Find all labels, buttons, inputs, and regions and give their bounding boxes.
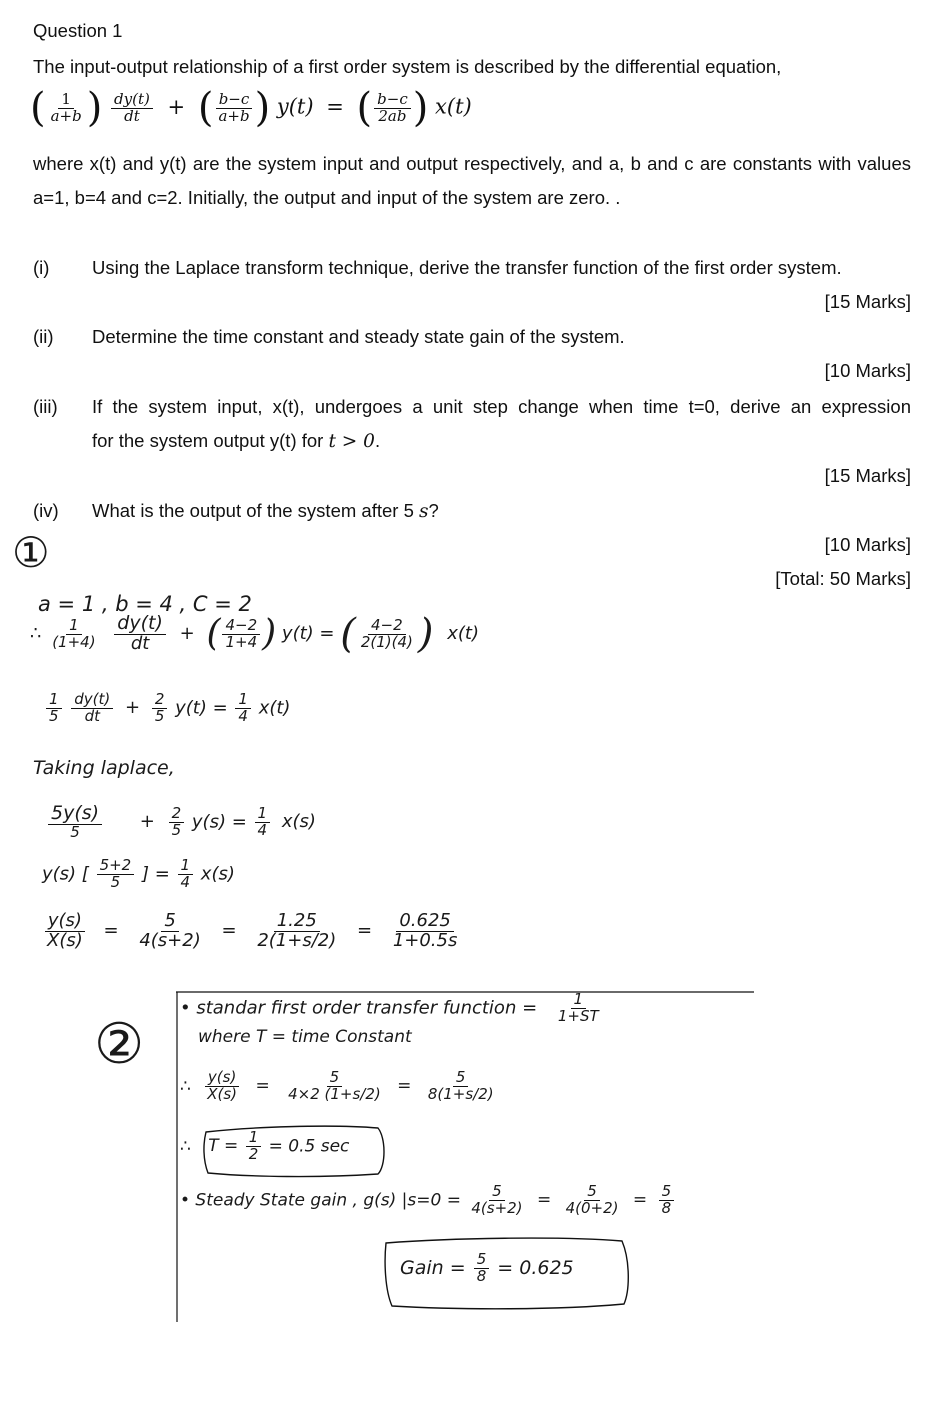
part-number: (ii) (33, 326, 54, 347)
total-marks: [Total: 50 Marks] (775, 568, 911, 589)
part-marks: [15 Marks] (824, 291, 911, 312)
steady-state-gain-line: • Steady State gain , g(s) |s=0 = $\frac{5}{4(s+2)}$ = $\frac{5}{4(0+2)}$ = $\frac{5}{8}$ (180, 1184, 676, 1217)
simplified-equation: $\frac{1}{5}$ $\frac{dy(t)}{dt}$ + $\frac{2}{5}$ y(t) = $\frac{1}{4}$ x(t) (44, 692, 290, 725)
taking-laplace: Taking laplace, (33, 757, 175, 779)
gain-result: Gain = $\frac{5}{8}$ = 0.625 (400, 1250, 574, 1285)
fraction: $\frac{b-c}{2ab}$ (374, 92, 411, 125)
part-number: (iv) (33, 500, 59, 521)
constants-line: a = 1 , b = 4 , C = 2 (38, 592, 252, 616)
fraction: $\frac{1}{a+b}$ (50, 89, 82, 125)
laplace-equation: $\frac{5y(s)}{5}$ + $\frac{2}{5}$ y(s) = $\frac{1}{4}$ x(s) (46, 804, 316, 841)
solution-label-ii: ② (94, 1012, 145, 1077)
factored-equation: y(s) [ $\frac{5+2}{5}$ ] = $\frac{1}{4}$ x(s) (42, 856, 235, 891)
part-text: If the system input, x(t), undergoes a unit step change when time t=0, derive an expression (92, 396, 911, 417)
part-marks: [15 Marks] (824, 465, 911, 486)
part-number: (i) (33, 257, 50, 278)
gain-box (385, 1238, 628, 1309)
differential-equation: ( $\frac{1}{a+b}$ ) $\frac{dy(t)}{dt}$ + ( $\frac{b-c}{a+b}$ ) y(t) = ( $\frac{b-c}{2ab}$ ) x(t) (30, 85, 472, 131)
transfer-function-derivation: $\frac{y(s)}{X(s)}$ = $\frac{5}{4(s+2)}$ = $\frac{1.25}{2(1+s/2)}$ = $\frac{0.625}{1+0.5s}$ (42, 912, 462, 951)
substituted-equation: ∴ $\frac{1}{(1+4)}$ $\frac{dy(t)}{dt}$ + ( $\frac{4-2}{1+4}$ ) y(t) = ( $\frac{4-2}{2(1)(4)}$ ) x(t) (30, 611, 479, 657)
question-title: Question 1 (33, 20, 123, 41)
part-text-continued: for the system output y(t) for t > 0. (92, 430, 381, 452)
part-text: Using the Laplace transform technique, derive the transfer function of the first order system. (92, 257, 842, 278)
part-marks: [10 Marks] (824, 360, 911, 381)
derivative: $\frac{dy(t)}{dt}$ (111, 92, 153, 125)
rearranged-transfer-function: ∴ $\frac{y(s)}{X(s)}$ = $\frac{5}{4\times 2 (1+s/2)}$ = $\frac{5}{8(1+s/2)}$ (180, 1068, 494, 1103)
part-text: What is the output of the system after 5 s? (92, 500, 439, 522)
time-constant-result: ∴ T = $\frac{1}{2}$ = 0.5 sec (180, 1128, 350, 1163)
part-marks: [10 Marks] (824, 534, 911, 555)
time-constant-definition: where T = time Constant (198, 1027, 412, 1047)
part-number: (iii) (33, 396, 58, 417)
standard-form-line: • standar first order transfer function = $\frac{1}{1+ST}$ (180, 990, 599, 1025)
question-intro: The input-output relationship of a first order system is described by the differential equation, (33, 56, 782, 77)
solution-label-i: ① (12, 528, 50, 577)
question-where: where x(t) and y(t) are the system input and output respectively, and a, b and c are constants with values a=1, b=4 and c=2. Initially, the output and input of the system are zero. . (33, 153, 911, 208)
part-text: Determine the time constant and steady state gain of the system. (92, 326, 625, 347)
fraction: $\frac{b-c}{a+b}$ (215, 92, 252, 125)
time-constant-box (204, 1126, 384, 1176)
